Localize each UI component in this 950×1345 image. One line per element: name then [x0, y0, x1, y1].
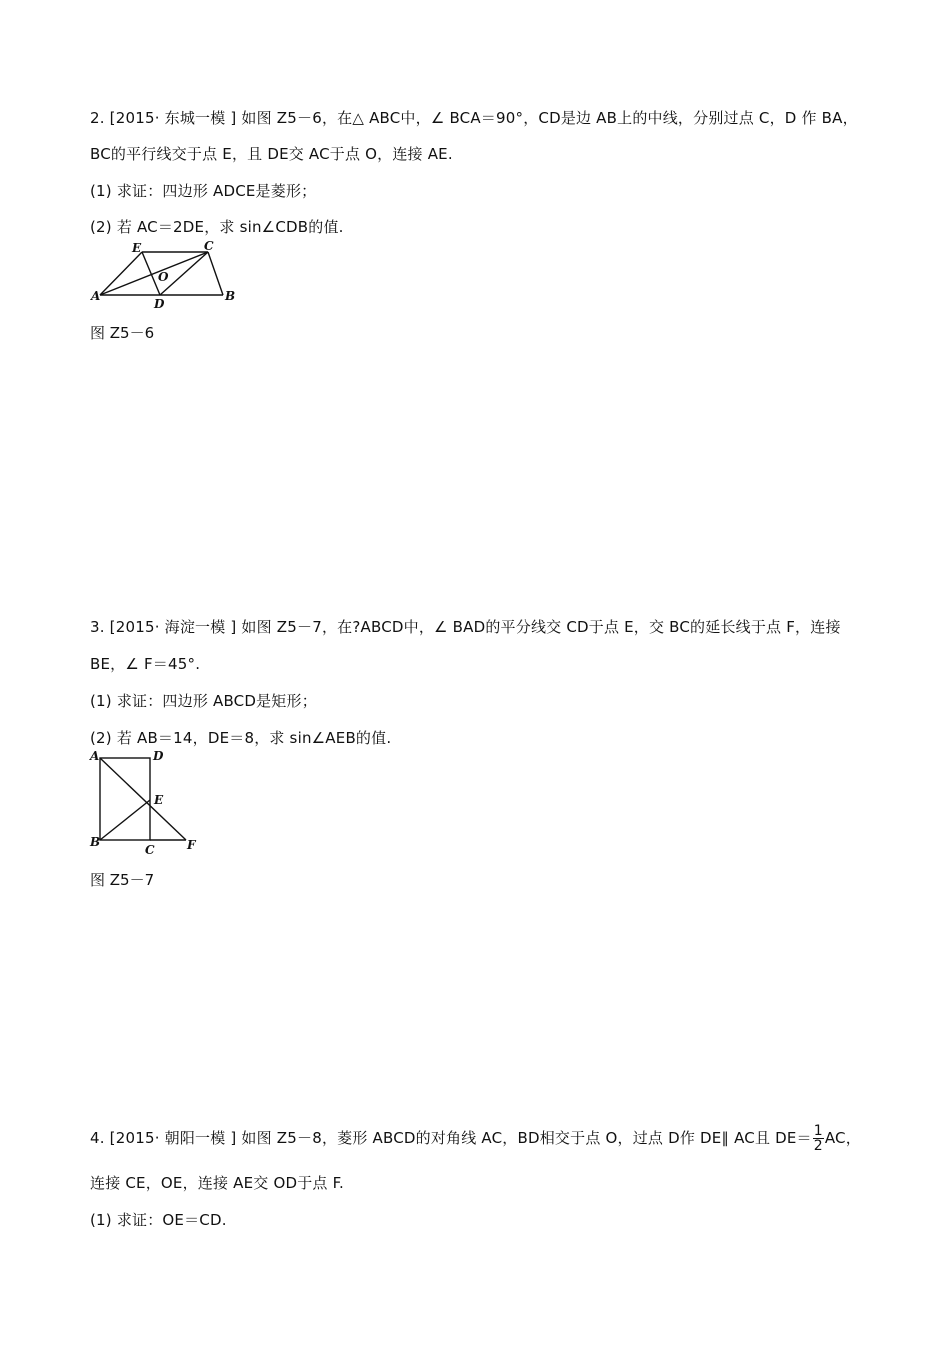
problem-3-line-2: BE，∠ F＝45°. — [90, 655, 201, 673]
problem-2-part-1: (1) 求证：四边形 ADCE是菱形； — [90, 182, 317, 200]
problem-4-part-1: (1) 求证：OE＝CD. — [90, 1211, 227, 1229]
problem-3-part-2: (2) 若 AB＝14，DE＝8，求 sin∠AEB的值. — [90, 729, 392, 747]
label-a: A — [90, 749, 100, 763]
label-f: F — [187, 838, 196, 852]
label-c: C — [145, 843, 155, 857]
figure-caption-z5-7: 图 Z5－7 — [90, 871, 155, 889]
problem-4-line-1 — [90, 1124, 861, 1153]
label-e: E — [132, 241, 142, 255]
label-d: D — [153, 749, 164, 763]
figure-z5-6 — [88, 238, 248, 310]
label-e: E — [154, 793, 164, 807]
problem-4-line-1-end: AC， — [824, 1129, 861, 1147]
fraction-one-half — [813, 1124, 824, 1153]
problem-3-line-1: 3. [2015· 海淀一模 ] 如图 Z5－7，在?ABCD中，∠ BAD的平分线交 CD于点 E，交 BC的延长线于点 F，连接 — [90, 618, 841, 636]
problem-4-line-2: 连接 CE，OE，连接 AE交 OD于点 F. — [90, 1174, 344, 1192]
label-c: C — [204, 239, 214, 253]
label-d: D — [154, 297, 165, 311]
label-b: B — [225, 289, 236, 303]
fraction-numerator: 1 — [813, 1123, 823, 1139]
figure-caption-z5-6: 图 Z5－6 — [90, 324, 155, 342]
problem-2-line-2: BC的平行线交于点 E，且 DE交 AC于点 O，连接 AE. — [90, 145, 453, 163]
label-b: B — [90, 835, 101, 849]
problem-4-line-1-text: 4. [2015· 朝阳一模 ] 如图 Z5－8，菱形 ABCD的对角线 AC，BD相交于点 O，过点 D作 DE∥ AC且 DE＝ — [90, 1129, 812, 1147]
problem-3-part-1: (1) 求证：四边形 ABCD是矩形； — [90, 692, 317, 710]
problem-2-part-2: (2) 若 AC＝2DE，求 sin∠CDB的值. — [90, 218, 344, 236]
fraction-denominator: 2 — [813, 1138, 823, 1154]
label-a: A — [91, 289, 101, 303]
figure-z5-7 — [88, 748, 208, 858]
problem-2-line-1: 2. [2015· 东城一模 ] 如图 Z5－6，在△ ABC中，∠ BCA＝90°，CD是边 AB上的中线，分别过点 C，D 作 BA， — [90, 109, 858, 127]
label-o: O — [158, 270, 169, 284]
